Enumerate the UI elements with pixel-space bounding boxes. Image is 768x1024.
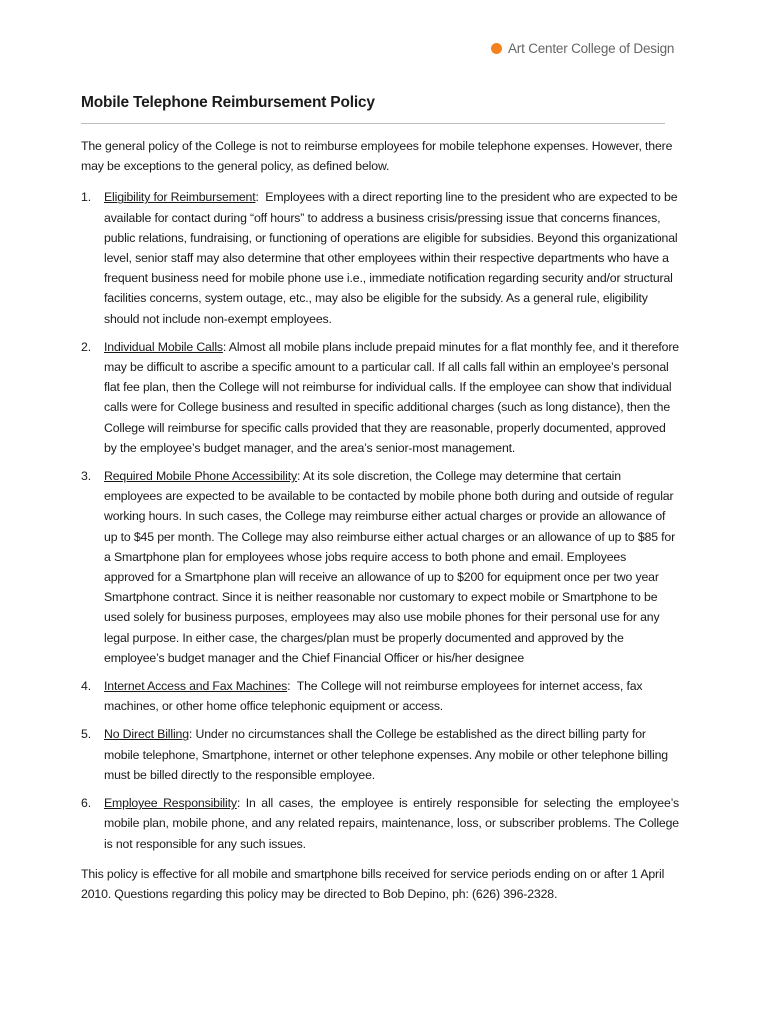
- policy-list: [81, 187, 679, 853]
- item-separator: :: [188, 727, 196, 742]
- item-heading: Internet Access and Fax Machines: [104, 679, 288, 694]
- policy-item-direct-billing: [81, 724, 679, 785]
- item-separator: :: [222, 339, 229, 354]
- item-separator: :: [236, 796, 246, 811]
- item-body: [104, 187, 679, 328]
- item-heading: Required Mobile Phone Accessibility: [104, 469, 297, 484]
- item-text: At its sole discretion, the College may determine that certain employees are expected to be available to be contacted by mobile phone both during and outside of regular working hours. In such cases, the College may reimburse either actual charges or provide an allowance of up to $45 per month. The College may also reimburse either actual charges or an allowance of up to $85 for a Smartphone plan for employees whose jobs require access to both phone and email. Employees approved for a Smartphone plan will receive an allowance of up to $200 for equipment once per two year Smartphone contract. Since it is neither reasonable nor customary to expect mobile or Smartphone to be used solely for business purposes, employees may also use mobile phones for their personal use for any legal purpose. In either case, the charges/plan must be properly documented and approved by the employee’s budget manager and the Chief Financial Officer or his/her designee: [104, 469, 676, 665]
- item-separator: :: [287, 679, 297, 694]
- item-heading: Employee Responsibility: [104, 796, 237, 811]
- item-text: In all cases, the employee is entirely responsible for selecting the employee’s mobile plan, mobile phone, and any related repairs, maintenance, loss, or subscriber problems. The College is not responsible for any such issues.: [104, 796, 680, 851]
- item-text: Employees with a direct reporting line to the president who are expected to be available for contact during “off hours” to address a business crisis/pressing issue that concerns finances, public relations, fundraising, or functioning of operations are eligible for subsidies. Beyond this organizational level, senior staff may also determine that other employees within their respective departments who have a frequent business need for mobile phone use i.e., immediate notification regarding security and/or structural facilities concerns, system outage, etc., may also be eligible for the subsidy. As a general rule, eligibility should not include non-exempt employees.: [104, 190, 678, 326]
- item-body: [104, 337, 679, 458]
- item-number: 1.: [81, 190, 91, 205]
- item-number: 2.: [81, 339, 91, 354]
- item-text: The College will not reimburse employees for internet access, fax machines, or other home office telephonic equipment or access.: [104, 679, 643, 714]
- item-text: Under no circumstances shall the College be established as the direct billing party for mobile telephone, Smartphone, internet or other telephone expenses. Any mobile or other telephone billing must be billed directly to the responsible employee.: [104, 727, 668, 782]
- title-divider: [81, 123, 665, 124]
- closing-paragraph: This policy is effective for all mobile and smartphone bills received for service periods ending on or after 1 April 2010. Questions regarding this policy may be directed to Bob Depino, ph: (626) 396-2328.: [81, 866, 665, 901]
- policy-item-internet-fax: [81, 676, 679, 716]
- policy-item-eligibility: [81, 187, 679, 328]
- policy-item-accessibility: [81, 466, 679, 668]
- item-body: [104, 466, 679, 668]
- item-number: 5.: [81, 727, 91, 742]
- policy-item-responsibility: [81, 793, 679, 854]
- item-body: [104, 793, 679, 854]
- item-separator: :: [296, 469, 303, 484]
- item-number: 4.: [81, 679, 91, 694]
- item-number: 6.: [81, 796, 91, 811]
- college-logo: [491, 41, 674, 56]
- brand-name: Art Center College of Design: [508, 41, 675, 56]
- item-heading: Individual Mobile Calls: [104, 339, 223, 354]
- item-number: 3.: [81, 469, 91, 484]
- intro-paragraph: The general policy of the College is not to reimburse employees for mobile telephone expenses. However, there may be exceptions to the general policy, as defined below.: [81, 139, 673, 174]
- item-heading: No Direct Billing: [104, 727, 189, 742]
- item-body: [104, 676, 679, 716]
- item-heading: Eligibility for Reimbursement: [104, 190, 256, 205]
- policy-item-individual-calls: [81, 337, 679, 458]
- item-body: [104, 724, 679, 785]
- document-title: Mobile Telephone Reimbursement Policy: [81, 94, 375, 111]
- document-body: [81, 136, 679, 904]
- item-separator: :: [255, 190, 266, 205]
- item-text: Almost all mobile plans include prepaid minutes for a flat monthly fee, and it therefore may be difficult to ascribe a specific amount to a particular call. If all calls fall within an employee’s personal flat fee plan, then the College will not reimburse for individual calls. If the employee can show that individual calls were for College business and resulted in specific additional charges (such as long distance), then the College will reimburse for specific calls provided that they are reasonable, properly documented, approved by the employee’s budget manager, and the area’s senior-most management.: [104, 339, 679, 455]
- logo-dot-icon: [491, 43, 502, 54]
